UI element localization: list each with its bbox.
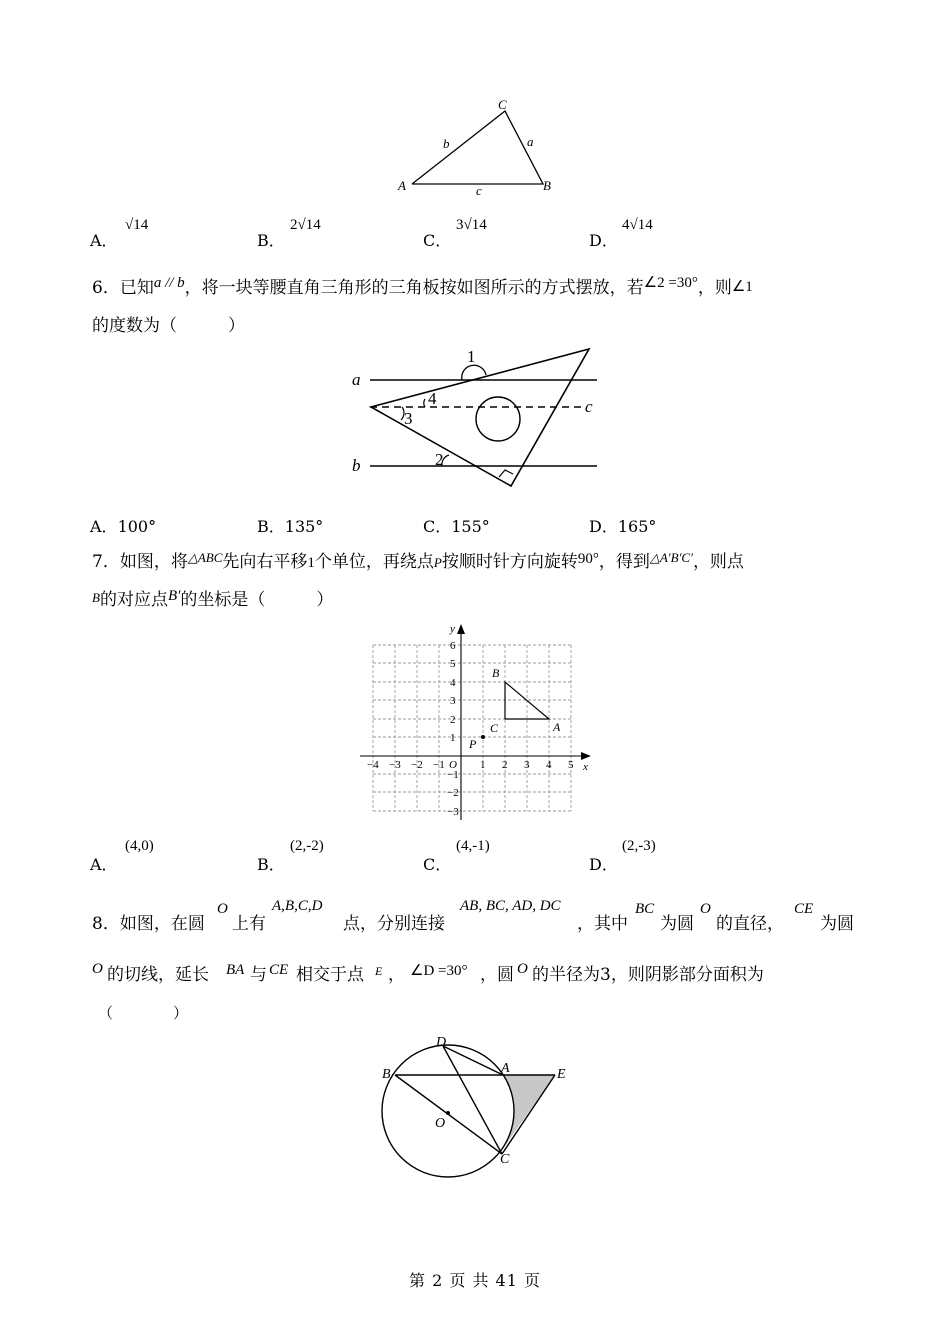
q6-math-parallel: a // b [153,275,185,291]
q7-option-a-value: (4,0) [125,838,154,854]
x-tick: −4 [367,759,379,771]
option-letter: A． [90,517,118,536]
x-tick: 4 [546,759,552,771]
y-tick: 4 [450,677,456,689]
y-tick: 3 [450,695,456,707]
q5-triangle [412,111,543,184]
q7-x-ticks [367,759,574,771]
q7-option-a: A． [90,855,118,874]
q6-option-d [589,514,656,537]
q6-label-c: c [585,397,593,416]
q8-stem-line1-b: 上有 [232,914,266,934]
q8-stem-line1-f: 的直径， [716,914,784,934]
q6-stem-line1 [92,276,753,301]
q5-option-a [90,228,118,251]
page-footer: 第 2 页 共 41 页 [409,1271,541,1290]
q7-option-c-value: (4,-1) [456,838,490,854]
q7-math-p: P [433,555,442,570]
q5-option-d [589,228,618,251]
q7-math-triangle: △ABC [187,550,223,565]
q7-math-b: B [92,590,100,605]
q6-label-3: 3 [404,409,413,428]
q7-text: 先向右平移 [222,552,308,572]
q7-point-p [481,735,485,739]
q8-stem-line3: （ ） [98,1004,189,1022]
q7-label-C: C [490,721,499,735]
q7-option-d: D． [589,855,618,874]
q5-option-d-value: 4√14 [622,217,653,233]
q7-text: 个单位，再绕点 [314,552,434,572]
x-tick: −3 [389,759,401,771]
q7-text: 的对应点 [99,590,168,610]
y-tick: −2 [447,787,459,799]
q6-option-b [257,514,323,537]
option-value: 155° [451,517,490,536]
q5-option-b-value: 2√14 [290,217,321,233]
q7-text: 按顺时针方向旋转 [441,552,578,572]
q5-option-b [257,228,285,251]
q6-math-angle2: ∠2 =30° [643,275,698,291]
q8-center-o [446,1111,450,1115]
q8-math-points: A,B,C,D [272,898,323,914]
x-tick-origin: O [449,759,457,771]
q7-stem-line1 [92,550,744,575]
q6-text: 6．已知 [92,278,154,298]
q8-stem-line2-d: ， [388,965,405,985]
q8-stem-line2-a: 的切线，延长 [107,965,209,985]
q7-stem-line2 [92,588,333,613]
option-value: 165° [617,517,657,536]
q7-text: ，则点 [692,552,744,572]
q8-math-bc: BC [635,901,655,917]
y-tick: 2 [450,714,456,726]
q8-stem-line2-b: 与 [250,965,267,985]
q7-y-ticks [447,640,459,818]
q6-label-1: 1 [467,347,476,366]
q6-text: ，将一块等腰直角三角形的三角板按如图所示的方式摆放，若 [184,278,644,298]
option-value: 135° [284,517,324,536]
q5-label-a: a [527,134,534,149]
q7-math-one: 1 [307,555,315,571]
q5-triangle-figure [390,95,560,200]
q5-option-c [423,228,451,251]
y-tick: −1 [447,769,459,781]
q7-text: 7．如图，将 [92,552,188,572]
q7-x-arrow [581,752,591,760]
q5-label-A: A [398,178,406,193]
option-letter: C． [423,517,452,536]
q7-math-triangle-image: △A′B′C′ [649,550,693,565]
q5-label-C: C [498,97,507,112]
q8-math-o: O [217,901,228,917]
q5-label-c: c [476,183,482,198]
y-tick: 1 [450,732,456,744]
q6-figure [345,342,615,492]
q8-math-e: E [375,964,383,978]
q8-math-ce2: CE [269,962,289,978]
x-tick: 2 [502,759,508,771]
q7-option-d-value: (2,-3) [622,838,656,854]
option-letter: D． [589,517,618,536]
q8-stem-line2-c: 相交于点 [296,965,364,985]
q7-option-b: B． [257,855,285,874]
q6-text: ，则 [697,278,732,298]
q7-label-P: P [469,737,477,751]
q6-label-4: 4 [428,389,437,408]
q7-math-b-prime: B′ [167,588,181,604]
y-tick: −3 [447,806,459,818]
q8-math-segments: AB, BC, AD, DC [460,898,561,914]
q7-option-b-value: (2,-2) [290,838,324,854]
x-tick: 3 [524,759,530,771]
q8-label-D: D [436,1035,447,1050]
option-letter: C． [423,231,452,250]
q8-label-A: A [501,1061,510,1076]
q8-stem-line1-a: 8．如图，在圆 [92,914,205,934]
q7-coordinate-grid [355,620,595,825]
q7-label-A: A [553,720,561,734]
q6-option-c [423,514,490,537]
q6-right-angle-mark [499,470,513,477]
q7-grid-lines [373,645,571,811]
x-tick: −2 [411,759,423,771]
option-letter: B． [257,231,285,250]
q8-math-angle-d: ∠D =30° [410,963,468,979]
q6-ruler-hole [476,397,520,441]
q7-math-degree: 90° [577,551,599,567]
q8-math-o4: O [517,961,528,977]
x-tick: 5 [568,759,574,771]
y-tick: 6 [450,640,456,652]
q7-x-label: x [583,761,588,773]
q5-label-B: B [543,178,551,193]
q6-label-2: 2 [435,450,444,469]
q8-math-ba: BA [226,962,245,978]
q8-stem-line2-e: ，圆 [480,965,514,985]
q7-label-B: B [492,666,500,680]
q8-stem-line1-g: 为圆 [820,914,854,934]
q8-stem-line1-e: 为圆 [660,914,694,934]
option-value: 100° [117,517,157,536]
q7-text: ，得到 [598,552,650,572]
q6-option-a [90,514,156,537]
q5-option-a-value: √14 [125,217,149,233]
q5-label-b: b [443,136,450,151]
q7-y-arrow [457,624,465,634]
q8-math-ce: CE [794,901,814,917]
option-letter: A． [90,231,118,250]
q8-stem-line2-f: 的半径为3，则阴影部分面积为 [532,965,764,985]
q6-label-a: a [352,370,361,389]
x-tick: −1 [433,759,445,771]
q8-math-o3: O [92,961,103,977]
q6-math-angle1: ∠1 [731,279,753,295]
q5-option-c-value: 3√14 [456,217,487,233]
q8-label-C: C [500,1152,510,1167]
q8-label-O: O [435,1116,446,1131]
q6-stem-line2: 的度数为（ ） [92,316,245,336]
option-letter: D． [589,231,618,250]
q8-stem-line1-c: 点，分别连接 [343,914,445,934]
x-tick: 1 [480,759,486,771]
q8-label-E: E [557,1067,566,1082]
q8-circle-figure [375,1030,575,1180]
q7-y-label: y [450,623,455,635]
y-tick: 5 [450,658,456,670]
q6-angle4-arc [424,399,425,407]
q8-stem-line1-d: ，其中 [577,914,628,934]
q6-label-b: b [352,456,361,475]
q8-label-B: B [382,1067,391,1082]
q8-math-o2: O [700,901,711,917]
option-letter: B． [257,517,285,536]
q7-text: 的坐标是（ ） [180,590,334,610]
q7-option-c: C． [423,855,452,874]
